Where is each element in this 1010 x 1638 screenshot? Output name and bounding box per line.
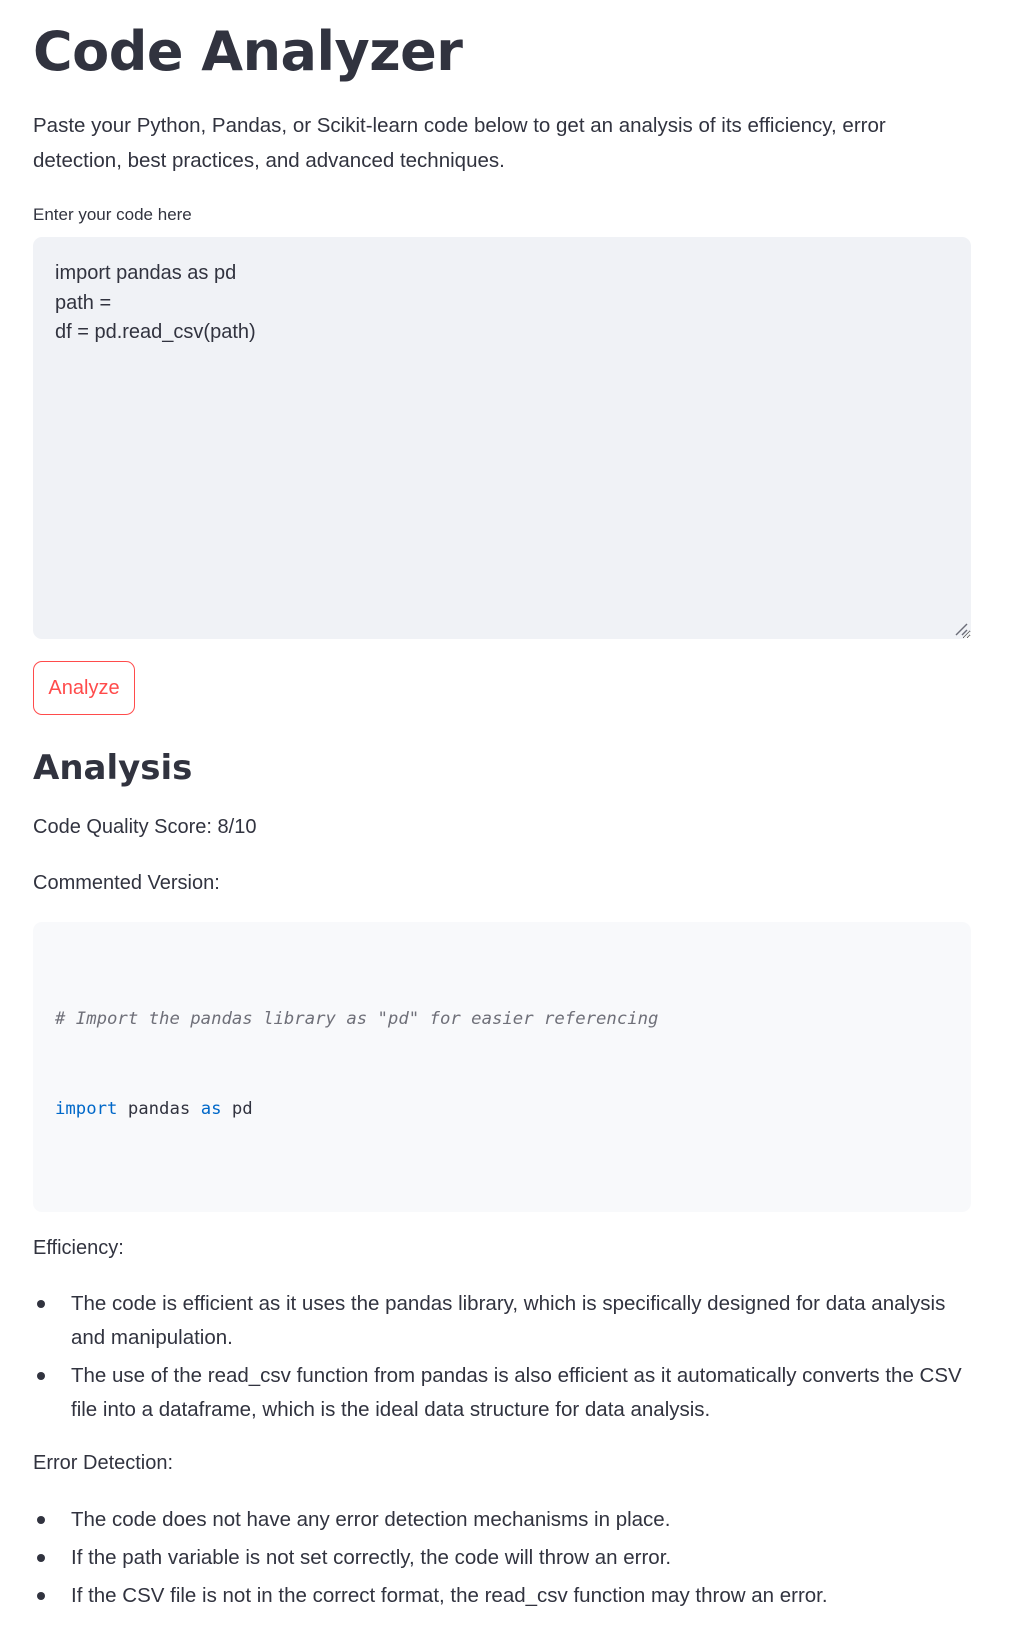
bullet-icon [37,1372,45,1380]
code-token: pd [231,1099,253,1119]
code-quality-score: Code Quality Score: 8/10 [33,816,257,838]
page-title: Code Analyzer [33,20,463,83]
bullet-icon [37,1300,45,1308]
list-item-text: If the CSV file is not in the correct format, the read_csv function may throw an error. [71,1584,828,1607]
code-input[interactable] [33,237,971,639]
code-input-label: Enter your code here [33,205,192,224]
code-line [55,1004,971,1034]
bullet-icon [37,1592,45,1600]
efficiency-list [33,1287,973,1431]
commented-version-label: Commented Version: [33,872,220,894]
analysis-heading: Analysis [33,748,193,788]
code-line-blank [55,1184,971,1212]
efficiency-label: Efficiency: [33,1237,124,1259]
code-line [55,1094,971,1124]
list-item-text: If the path variable is not set correctly, the code will throw an error. [71,1546,672,1569]
list-item [33,1503,973,1537]
bullet-icon [37,1516,45,1524]
code-comment: # Import the pandas library as "pd" for easier referencing [55,1009,659,1029]
error-detection-list [33,1503,973,1617]
code-keyword: as [200,1099,222,1119]
code-keyword: import [55,1099,118,1119]
list-item [33,1359,973,1427]
bullet-icon [37,1554,45,1562]
resize-handle-icon[interactable] [954,622,968,636]
list-item [33,1579,973,1613]
list-item [33,1287,973,1355]
list-item-text: The use of the read_csv function from pandas is also efficient as it automatically converts the CSV file into a dataframe, which is the ideal data structure for data analysis. [71,1364,962,1421]
list-item-text: The code is efficient as it uses the pandas library, which is specifically designed for data analysis and manipulation. [71,1292,946,1349]
code-token: pandas [127,1099,191,1119]
error-detection-label: Error Detection: [33,1452,174,1474]
commented-code-block [33,922,971,1212]
intro-text: Paste your Python, Pandas, or Scikit-learn code below to get an analysis of its efficiency, error detection, best practices, and advanced techniques. [33,114,886,172]
analyze-button[interactable]: Analyze [33,661,135,715]
list-item [33,1541,973,1575]
list-item-text: The code does not have any error detection mechanisms in place. [71,1508,671,1531]
